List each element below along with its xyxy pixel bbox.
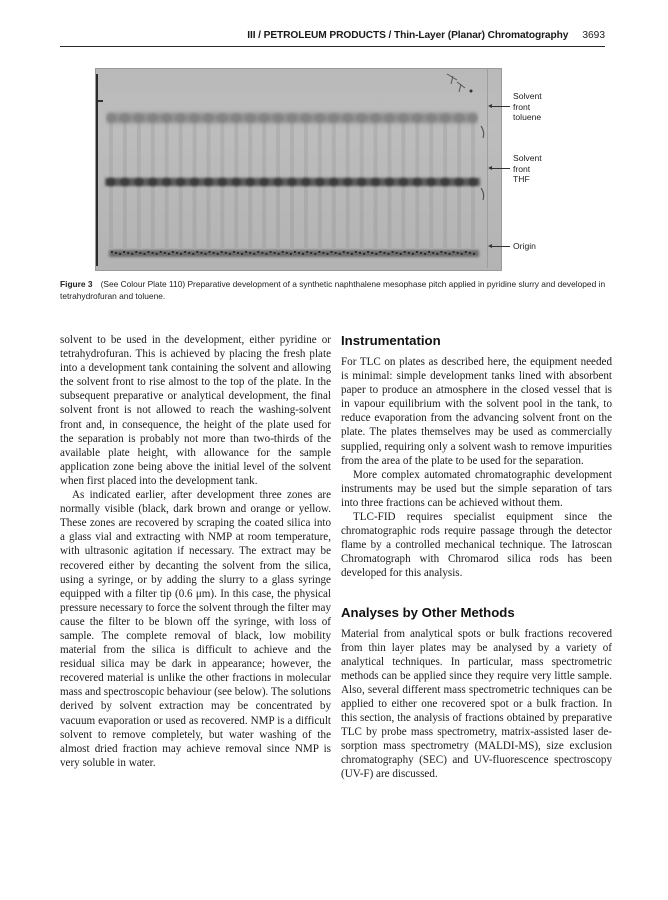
thf-spot xyxy=(232,178,241,186)
origin-dot xyxy=(408,252,410,254)
origin-dot xyxy=(261,252,263,254)
figure-caption xyxy=(60,279,608,302)
origin-dot xyxy=(440,251,442,253)
origin-dot xyxy=(310,252,312,254)
thf-spot xyxy=(120,178,129,186)
paragraph: More complex automated chromatographic development instruments may be used but the simple separation of tars into three fractions can be achieved without them. xyxy=(341,468,612,509)
toluene-spot xyxy=(343,113,353,123)
origin-dot xyxy=(294,251,296,253)
annotation-line: Solvent xyxy=(513,153,542,163)
plate-tick-mark xyxy=(98,100,103,102)
origin-dot xyxy=(347,252,349,254)
origin-dot xyxy=(323,252,325,254)
page-number: 3693 xyxy=(582,30,605,41)
origin-dot xyxy=(274,252,276,254)
origin-dot xyxy=(253,253,255,255)
toluene-spot xyxy=(357,113,367,123)
origin-dot xyxy=(156,253,158,255)
origin-dot xyxy=(111,251,113,253)
origin-dot xyxy=(233,251,235,253)
origin-dot xyxy=(396,252,398,254)
origin-dot xyxy=(335,252,337,254)
left-column xyxy=(60,333,331,770)
origin-dot xyxy=(465,251,467,253)
thf-spot xyxy=(176,178,185,186)
toluene-spot xyxy=(454,113,464,123)
thf-spot xyxy=(260,178,269,186)
origin-dot xyxy=(152,252,154,254)
thf-spot xyxy=(301,178,310,186)
origin-dot xyxy=(449,253,451,255)
origin-dot xyxy=(164,252,166,254)
toluene-spot xyxy=(245,113,255,123)
annotation-line: front xyxy=(513,101,531,112)
origin-dot xyxy=(282,251,284,253)
running-head-title: III / PETROLEUM PRODUCTS / Thin-Layer (Planar) Chromatography xyxy=(247,30,569,41)
toluene-spot xyxy=(203,113,213,123)
origin-dot xyxy=(249,252,251,254)
origin-dot xyxy=(139,252,141,254)
origin-dot xyxy=(217,253,219,255)
origin-dot xyxy=(229,253,231,255)
origin-dot xyxy=(469,252,471,254)
thf-spot xyxy=(343,178,352,186)
toluene-spot xyxy=(148,113,158,123)
origin-dot xyxy=(148,251,150,253)
thf-spot xyxy=(274,178,283,186)
toluene-spot xyxy=(176,113,186,123)
thf-spot xyxy=(427,178,436,186)
annotation-origin xyxy=(513,241,536,252)
origin-dot xyxy=(266,253,268,255)
origin-dot xyxy=(424,253,426,255)
paragraph: Material from analytical spots or bulk fractions recovered from thin layer plates may be analysed by a variety of analytical techniques. In particular, mass spectrometric methods can be applied since they require very little sample. Also, several different mass spectrometric techniques can be applied to either one recovered spot or a bulk fraction. In this section, the analysis of fractions obtained by preparative TLC by probe mass spectrometry, matrix-assisted laser desorption mass spectrometry (MALDI-MS), size exclusion chromatography (SEC) and UV-fluorescence spectroscopy (UV-F) are discussed. xyxy=(341,627,612,781)
thf-spot xyxy=(134,178,143,186)
annotation-solvent-front-thf xyxy=(513,153,542,185)
annotation-line: THF xyxy=(513,174,530,184)
paragraph: For TLC on plates as described here, the equipment needed is minimal: simple development tanks lined with absorbent paper to produce an atmosphere in the closed vessel that is in vapour equilibrium with the solvent pool in the tank, to reduce evaporation from the advancing solvent front on the plate. The plates themselves may be used as commercially supplied, requiring only a solvent wash to remove impurities from the area of the plate to be used for the separation. xyxy=(341,356,612,467)
origin-dot xyxy=(127,252,129,254)
origin-dot xyxy=(225,252,227,254)
thf-spot xyxy=(288,178,297,186)
origin-dot xyxy=(196,251,198,253)
figure-label: Figure 3 xyxy=(60,279,93,289)
toluene-spot xyxy=(273,113,283,123)
toluene-spot xyxy=(440,113,450,123)
arrow-left-icon xyxy=(490,246,510,247)
origin-dot xyxy=(461,253,463,255)
thf-spot xyxy=(246,178,255,186)
origin-dot xyxy=(176,252,178,254)
toluene-spot xyxy=(315,113,325,123)
origin-dot xyxy=(200,252,202,254)
toluene-spot xyxy=(287,113,297,123)
origin-dot xyxy=(363,253,365,255)
thf-spot xyxy=(107,178,116,186)
paragraph: TLC-FID requires specialist equipment since the chromatographic rods require passage through the detector flame by a controlled mechanical technique. The Iatroscan Chromatograph with Chromarod silica rods has been developed for this analysis. xyxy=(341,511,612,580)
origin-dot xyxy=(388,253,390,255)
origin-dot xyxy=(432,252,434,254)
origin-dot xyxy=(205,253,207,255)
tlc-plate-bands xyxy=(95,68,502,271)
plate-dot xyxy=(470,90,473,93)
origin-dot xyxy=(404,251,406,253)
toluene-spot xyxy=(190,113,200,123)
toluene-spot xyxy=(398,113,408,123)
thf-spot xyxy=(204,178,213,186)
toluene-spot xyxy=(384,113,394,123)
origin-dot xyxy=(119,253,121,255)
toluene-spot xyxy=(162,113,172,123)
origin-dot xyxy=(384,252,386,254)
origin-dot xyxy=(343,251,345,253)
origin-dot xyxy=(241,253,243,255)
origin-dot xyxy=(180,253,182,255)
thf-spot xyxy=(162,178,171,186)
annotation-solvent-front-toluene xyxy=(513,91,542,123)
toluene-spot xyxy=(426,113,436,123)
origin-dot xyxy=(331,251,333,253)
toluene-spot xyxy=(468,113,478,123)
thf-spot xyxy=(148,178,157,186)
origin-dot xyxy=(473,253,475,255)
origin-dot xyxy=(400,253,402,255)
running-head xyxy=(60,30,605,47)
toluene-spot xyxy=(120,113,130,123)
origin-dot xyxy=(428,251,430,253)
paragraph: solvent to be used in the development, either pyridine or tetrahydrofuran. This is achieved by placing the fresh plate into a development tank containing the solvent and allowing the solvent front to rise almost to the top of the plate. In the subsequent preparative or analytical development, the final solvent front is not allowed to reach the washing-solvent front and, in consequence, the height of the plate used for the separation is probably not more than two-thirds of the available plate height, with allowance for the sample application zone being above the initial level of the solvent when first placed into the development tank. xyxy=(60,334,331,487)
origin-dot xyxy=(457,252,459,254)
thf-spot xyxy=(329,178,338,186)
thf-spot xyxy=(371,178,380,186)
origin-dot xyxy=(327,253,329,255)
origin-dot xyxy=(351,253,353,255)
thf-spot xyxy=(190,178,199,186)
thf-spot xyxy=(455,178,464,186)
toluene-spot xyxy=(217,113,227,123)
toluene-spot xyxy=(134,113,144,123)
section-heading-instrumentation: Instrumentation xyxy=(341,333,441,348)
origin-dot xyxy=(123,251,125,253)
origin-dot xyxy=(131,253,133,255)
thf-spot xyxy=(441,178,450,186)
figure-3 xyxy=(95,68,605,273)
origin-dot xyxy=(420,252,422,254)
origin-dot xyxy=(339,253,341,255)
toluene-spot xyxy=(412,113,422,123)
origin-dot xyxy=(379,251,381,253)
origin-dot xyxy=(375,253,377,255)
origin-dot xyxy=(302,253,304,255)
toluene-spot xyxy=(329,113,339,123)
paragraph: As indicated earlier, after development three zones are normally visible (black, dark brown and orange or yellow. These zones are recovered by scraping the coated silica into a glass vial and extracting with NMP at room temperature, with ultrasonic agitation if necessary. The extract may be recovered either by decanting the solvent from the silica, using a syringe, or by adding the slurry to a glass syringe equipped with a filter tip (0.6 μm). In this case, the physical pressure necessary to force the solvent through the filter may cause the filter to be blown off the syringe, with loss of sample. The complete removal of black, low mobility material from the silica is difficult to achieve and the residual silica may be dark in appearance; however, the recovered material is unlike the other fractions in molecular mass and spectroscopic behaviour (see below). The solutions derived by solvent extraction may be concentrated by vacuum evaporation or used as recovered. NMP is a difficult solvent to remove completely, but water washing of the almost dried fraction may achieve removal since NMP is very soluble in water. xyxy=(60,489,331,769)
thf-spot xyxy=(315,178,324,186)
origin-dot xyxy=(286,252,288,254)
origin-dot xyxy=(245,251,247,253)
toluene-spot xyxy=(259,113,269,123)
toluene-spot xyxy=(106,113,116,123)
thf-spot xyxy=(469,178,478,186)
annotation-line: Origin xyxy=(513,241,536,251)
origin-dot xyxy=(367,251,369,253)
origin-dot xyxy=(359,252,361,254)
section-heading-analyses-by-other-methods: Analyses by Other Methods xyxy=(341,604,515,620)
origin-dot xyxy=(135,251,137,253)
origin-dot xyxy=(371,252,373,254)
origin-dot xyxy=(257,251,259,253)
caption-text: (See Colour Plate 110) Preparative development of a synthetic naphthalene mesophase pitch applied in pyridine slurry and developed in tetrahydrofuran and toluene. xyxy=(60,279,606,301)
origin-dot xyxy=(209,251,211,253)
annotation-line: Solvent xyxy=(513,91,542,101)
origin-dot xyxy=(184,251,186,253)
origin-dot xyxy=(318,251,320,253)
thf-spot xyxy=(218,178,227,186)
right-column xyxy=(341,333,612,782)
toluene-spot xyxy=(301,113,311,123)
origin-dot xyxy=(278,253,280,255)
thf-spot xyxy=(413,178,422,186)
origin-dot xyxy=(412,253,414,255)
arrow-left-icon xyxy=(490,106,510,107)
origin-dot xyxy=(144,253,146,255)
origin-dot xyxy=(168,253,170,255)
origin-dot xyxy=(355,251,357,253)
origin-dot xyxy=(192,253,194,255)
origin-dot xyxy=(237,252,239,254)
origin-dot xyxy=(306,251,308,253)
thf-spot xyxy=(399,178,408,186)
origin-dot xyxy=(172,251,174,253)
origin-dot xyxy=(436,253,438,255)
origin-dot xyxy=(298,252,300,254)
handwritten-mark xyxy=(447,74,465,92)
toluene-spot xyxy=(231,113,241,123)
origin-dot xyxy=(221,251,223,253)
origin-dot xyxy=(290,253,292,255)
arrow-left-icon xyxy=(490,168,510,169)
origin-dot xyxy=(314,253,316,255)
origin-dot xyxy=(445,252,447,254)
annotation-line: front xyxy=(513,163,531,174)
origin-dot xyxy=(392,251,394,253)
origin-dot xyxy=(213,252,215,254)
thf-spot xyxy=(357,178,366,186)
plate-right-streak xyxy=(481,126,484,200)
origin-dot xyxy=(453,251,455,253)
toluene-spot xyxy=(371,113,381,123)
annotation-line: toluene xyxy=(513,112,542,122)
origin-dot xyxy=(270,251,272,253)
origin-dot xyxy=(115,252,117,254)
origin-dot xyxy=(188,252,190,254)
tlc-plate-photo xyxy=(95,68,502,271)
thf-spot xyxy=(385,178,394,186)
origin-dot xyxy=(416,251,418,253)
origin-dot xyxy=(160,251,162,253)
plate-left-edge xyxy=(96,74,98,266)
